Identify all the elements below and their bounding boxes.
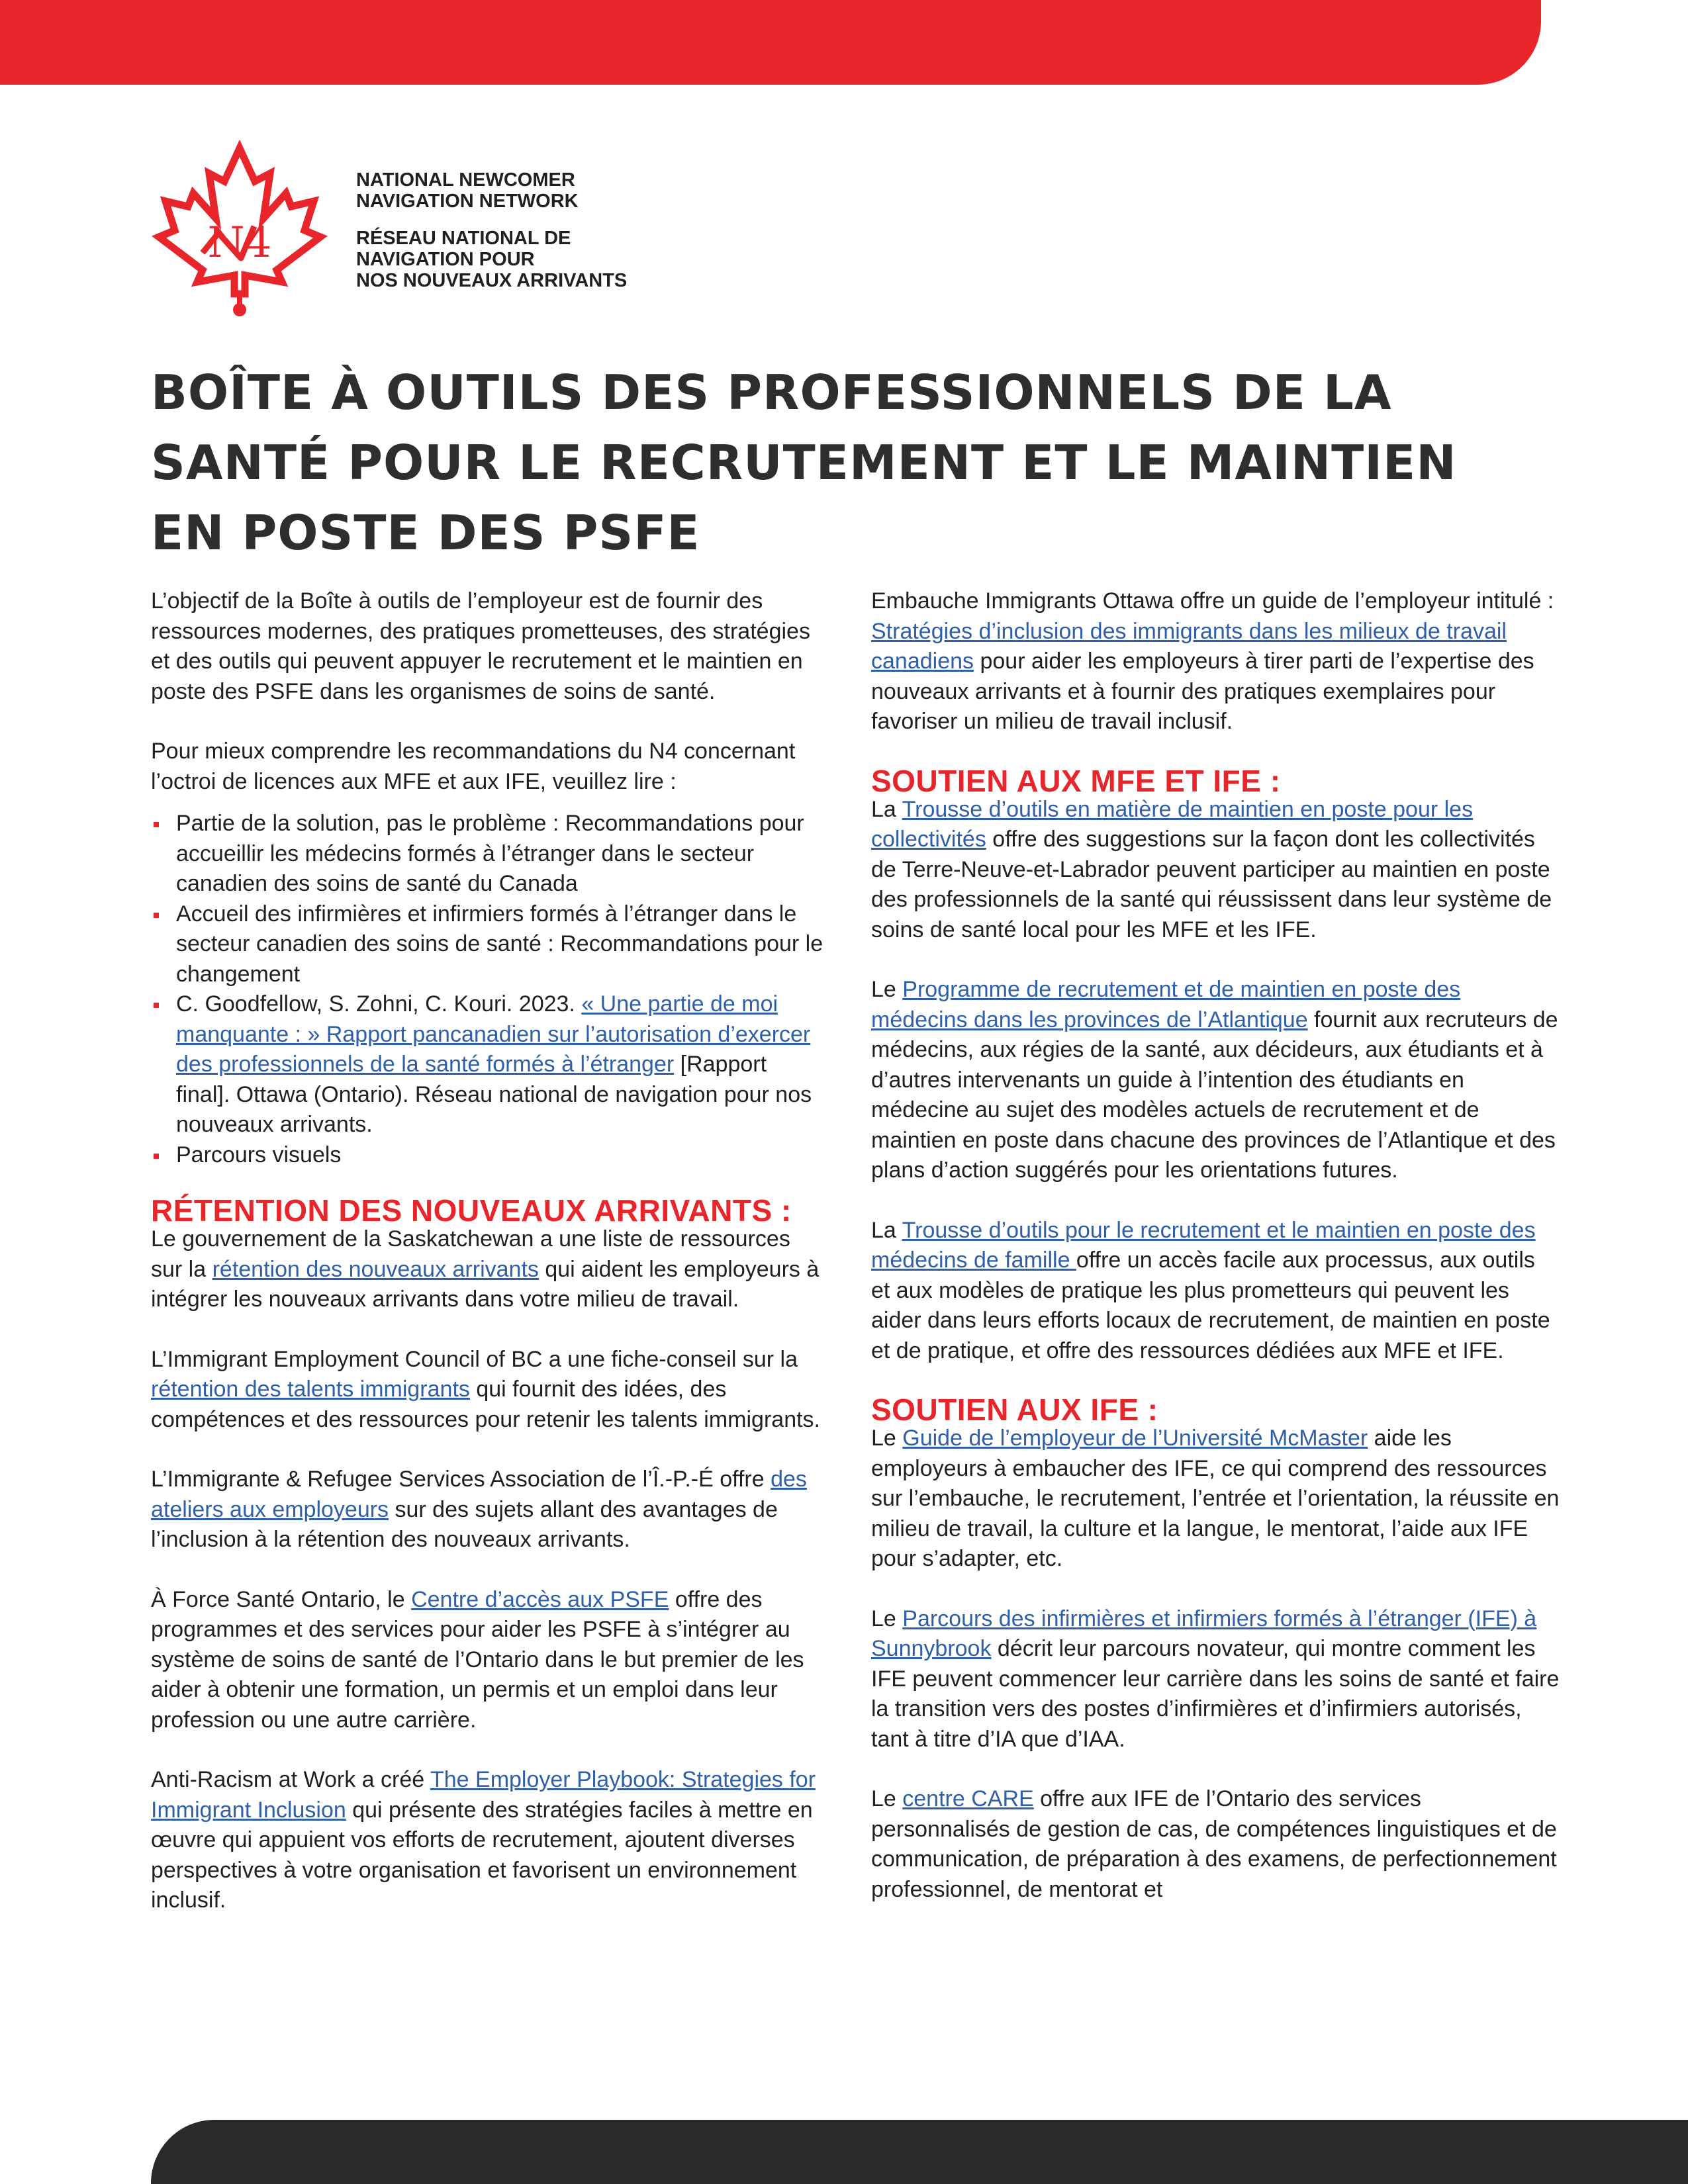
- retention-toolkit-link[interactable]: Trousse d’outils en matière de maintien en poste pour les collectivités: [871, 796, 1474, 852]
- text: qui aident les employeurs à intégrer les nouveaux arrivants dans votre milieu de travail.: [151, 1256, 820, 1312]
- list-item: Partie de la solution, pas le problème : Recommandations pour accueillir les médecins formés à l’étranger dans le secteur canadien des soins de santé du Canada: [151, 809, 826, 899]
- paragraph-newfoundland: [871, 795, 1560, 946]
- org-name-fr-line1: RÉSEAU NATIONAL DE: [356, 228, 571, 249]
- paragraph-mcmaster: [871, 1424, 1560, 1574]
- org-name-en-line2: NAVIGATION NETWORK: [356, 191, 579, 212]
- paragraph-care-centre: [871, 1784, 1560, 1905]
- recommendations-paragraph: Pour mieux comprendre les recommandations du N4 concernant l’octroi de licences aux MFE et aux IFE, veuillez lire :: [151, 739, 796, 794]
- list-item: [151, 989, 826, 1140]
- text: Le: [871, 977, 903, 1002]
- text: Anti-Racism at Work a créé: [151, 1767, 430, 1792]
- employer-playbook-link[interactable]: The Employer Playbook: Strategies for Immigrant Inclusion: [151, 1767, 816, 1823]
- employer-workshops-link[interactable]: des ateliers aux employeurs: [151, 1467, 807, 1522]
- org-name-fr-line3: NOS NOUVEAUX ARRIVANTS: [356, 270, 628, 291]
- text: Le gouvernement de la Saskatchewan a une liste de ressources sur la: [151, 1226, 790, 1282]
- title-line-2: SANTÉ POUR LE RECRUTEMENT ET LE MAINTIEN: [151, 435, 1457, 490]
- title-line-1: BOÎTE À OUTILS DES PROFESSIONNELS DE LA: [151, 365, 1392, 420]
- text: sur des sujets allant des avantages de l’inclusion à la rétention des nouveaux arrivants.: [151, 1496, 778, 1552]
- inclusion-strategies-link[interactable]: Stratégies d’inclusion des immigrants dans les milieux de travail canadiens: [871, 618, 1507, 674]
- paragraph-anti-racism: [151, 1765, 826, 1916]
- text: À Force Santé Ontario, le: [151, 1586, 412, 1612]
- text: qui présente des stratégies faciles à mettre en œuvre qui appuient vos efforts de recrutement, ajoutent diverses perspectives à votre organisation et favorisent un environnement inclusif.: [151, 1797, 813, 1913]
- text: offre des programmes et des services pour aider les PSFE à s’intégrer au système de soins de santé de l’Ontario dans le but premier de les aider à obtenir une formation, un permis et un emploi dans leur profession ou une autre carrière.: [151, 1586, 804, 1733]
- text: aide les employeurs à embaucher des IFE, ce qui comprend des ressources sur l’embauche, le recrutement, l’entrée et l’orientation, la réussite en milieu de travail, la culture et la langue, le mentorat, l’aide aux IFE pour s’adapter, etc.: [871, 1426, 1560, 1571]
- sunnybrook-pathway-link[interactable]: Parcours des infirmières et infirmiers formés à l’étranger (IFE) à Sunnybrook: [871, 1606, 1537, 1661]
- text: pour aider les employeurs à tirer parti de l’expertise des nouveaux arrivants et à fournir des pratiques exemplaires pour favoriser un milieu de travail inclusif.: [871, 649, 1534, 734]
- paragraph-ontario: [151, 1585, 826, 1736]
- text: offre un accès facile aux processus, aux outils et aux modèles de pratique les plus prometteurs qui peuvent les aider dans leurs efforts locaux de recrutement, de maintien en poste et de pratique, et offre des ressources dédiées aux MFE et IFE.: [871, 1248, 1550, 1363]
- family-physicians-toolkit-link[interactable]: Trousse d’outils pour le recrutement et le maintien en poste des médecins de famille: [871, 1217, 1536, 1273]
- section-heading-ife: SOUTIEN AUX IFE :: [871, 1392, 1158, 1427]
- paragraph-pei: [151, 1465, 826, 1555]
- text: L’Immigrante & Refugee Services Association de l’Î.-P.-É offre: [151, 1467, 771, 1492]
- talent-retention-link[interactable]: rétention des talents immigrants: [151, 1377, 470, 1402]
- left-column: [151, 586, 826, 1946]
- citation-text-end: [Rapport final]. Ottawa (Ontario). Réseau national de navigation pour nos nouveaux arrivants.: [176, 1052, 812, 1137]
- intro-paragraph: L’objectif de la Boîte à outils de l’employeur est de fournir des ressources modernes, des pratiques prometteuses, des stratégies et des outils qui peuvent appuyer le recrutement et le maintien en poste des PSFE dans les organismes de soins de santé.: [151, 588, 810, 704]
- text: Embauche Immigrants Ottawa offre un guide de l’employeur intitulé :: [871, 588, 1554, 614]
- paragraph-family-physicians: [871, 1216, 1560, 1367]
- header-red-band: [0, 0, 1541, 85]
- report-link[interactable]: « Une partie de moi manquante : » Rapport pancanadien sur l’autorisation d’exercer des professionnels de la santé formés à l’étranger: [176, 991, 811, 1077]
- mcmaster-guide-link[interactable]: Guide de l’employeur de l’Université McMaster: [902, 1426, 1368, 1451]
- text: La: [871, 796, 902, 822]
- paragraph-atlantic: [871, 975, 1560, 1186]
- psfe-access-centre-link[interactable]: Centre d’accès aux PSFE: [411, 1586, 669, 1612]
- text: La: [871, 1217, 902, 1243]
- paragraph-sunnybrook: [871, 1604, 1560, 1755]
- text: offre aux IFE de l’Ontario des services personnalisés de gestion de cas, de compétences linguistiques et de communication, de préparation à des examens, de perfectionnement professionnel, de mentorat et: [871, 1786, 1557, 1902]
- paragraph-saskatchewan: [151, 1224, 826, 1315]
- maple-leaf-logo-icon: [147, 140, 332, 319]
- title-line-3: EN POSTE DES PSFE: [151, 505, 700, 561]
- footer-dark-band: [151, 2120, 1688, 2184]
- text: fournit aux recruteurs de médecins, aux régies de la santé, aux décideurs, aux étudiants et à d’autres intervenants un guide à l’intention des étudiants en médecine au sujet des modèles actuels de recrutement et de maintien en poste dans chacune des provinces de l’Atlantique et des plans d’action suggérés pour les orientations futures.: [871, 1007, 1558, 1183]
- newcomer-retention-link[interactable]: rétention des nouveaux arrivants: [212, 1256, 539, 1282]
- list-item: Accueil des infirmières et infirmiers formés à l’étranger dans le secteur canadien des soins de santé : Recommandations pour le changement: [151, 899, 826, 990]
- care-centre-link[interactable]: centre CARE: [902, 1786, 1034, 1811]
- paragraph-bc: [151, 1345, 826, 1435]
- org-name-en-line1: NATIONAL NEWCOMER: [356, 169, 575, 191]
- text: Le: [871, 1426, 903, 1451]
- text: décrit leur parcours novateur, qui montre comment les IFE peuvent commencer leur carrière dans les soins de santé et faire la transition vers des postes d’infirmières et d’infirmiers autorisés, tant à titre d’IA que d’IAA.: [871, 1636, 1560, 1752]
- text: Le: [871, 1606, 903, 1631]
- text: offre des suggestions sur la façon dont les collectivités de Terre-Neuve-et-Labrador peuvent participer au maintien en poste des professionnels de la santé qui réussissent dans leur système de soins de santé local pour les MFE et les IFE.: [871, 827, 1552, 942]
- reading-list: [151, 809, 826, 1170]
- section-heading-retention: RÉTENTION DES NOUVEAUX ARRIVANTS :: [151, 1193, 792, 1228]
- org-name-fr-line2: NAVIGATION POUR: [356, 249, 535, 270]
- paragraph-hire-immigrants: [871, 586, 1560, 737]
- text: Le: [871, 1786, 903, 1811]
- organization-name: [356, 169, 627, 291]
- list-item: Parcours visuels: [151, 1140, 826, 1171]
- atlantic-program-link[interactable]: Programme de recrutement et de maintien en poste des médecins dans les provinces de l’Atlantique: [871, 977, 1461, 1032]
- logo-text: N4: [207, 218, 272, 267]
- right-column: [871, 586, 1560, 1934]
- text: qui fournit des idées, des compétences et des ressources pour retenir les talents immigrants.: [151, 1377, 821, 1432]
- text: L’Immigrant Employment Council of BC a une fiche-conseil sur la: [151, 1346, 798, 1372]
- section-heading-mfe-ife: SOUTIEN AUX MFE ET IFE :: [871, 763, 1281, 798]
- document-title: [151, 357, 1574, 568]
- citation-text: C. Goodfellow, S. Zohni, C. Kouri. 2023.: [176, 991, 582, 1017]
